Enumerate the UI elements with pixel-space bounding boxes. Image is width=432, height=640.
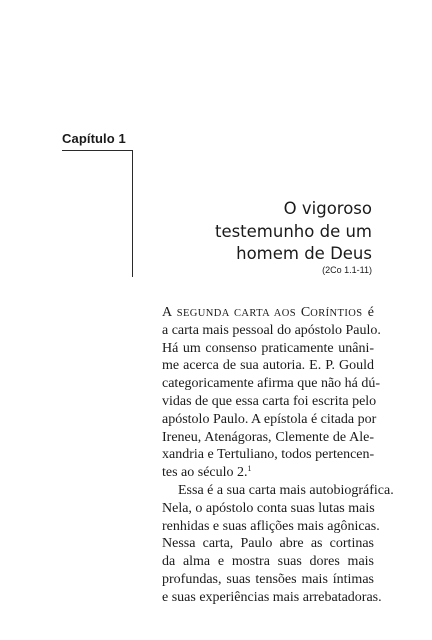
title-line-2: testemunho de um [214,221,372,241]
opening-initial: A [162,305,177,320]
chapter-rule-horizontal [62,150,133,151]
chapter-rule-vertical [132,150,133,277]
body-line: Ireneu, Atenágoras, Clemente de Ale- [162,429,374,445]
scripture-reference: (2Co 1.1-11) [322,264,372,275]
body-line: Há um consenso praticamente unâni- [162,340,374,356]
body-line: da alma e mostra suas dores mais [162,554,374,570]
body-line-end-paragraph-1 [162,464,374,482]
body-text [162,304,394,607]
body-line: renhidas e suas aflições mais agônicas. [162,518,380,534]
body-line: vidas de que essa carta foi escrita pelo [162,393,377,409]
footnote-marker[interactable]: 1 [247,464,252,474]
body-line: Nela, o apóstolo conta suas lutas mais [162,500,375,516]
body-line: profundas, suas tensões mais íntimas [162,571,374,587]
chapter-label: Capítulo 1 [62,131,126,146]
body-line: categoricamente afirma que não há dú- [162,376,381,392]
body-line-opening [162,304,374,322]
opening-initial-c: C [300,305,311,320]
opening-tail: é [362,305,375,320]
body-line: xandria e Tertuliano, todos pertencen- [162,447,375,463]
chapter-title [215,198,372,276]
body-line-text: tes ao século 2. [162,465,248,481]
body-line: e suas experiências mais arrebatadoras. [162,589,382,605]
opening-small-caps-1: SEGUNDA CARTA AOS [176,308,301,319]
body-line: Nessa carta, Paulo abre as cortinas [162,536,374,552]
title-line-1: O vigoroso [283,199,372,218]
body-line-indented: Essa é a sua carta mais autobiográfica. [178,482,394,498]
title-line-3: homem de Deus [236,244,372,263]
body-line: a carta mais pessoal do apóstolo Paulo. [162,322,381,338]
body-line: apóstolo Paulo. A epístola é citada por [162,411,377,427]
body-line: me acerca de sua autoria. E. P. Gould [162,358,374,374]
opening-small-caps-2: ORÍNTIOS [310,308,363,319]
